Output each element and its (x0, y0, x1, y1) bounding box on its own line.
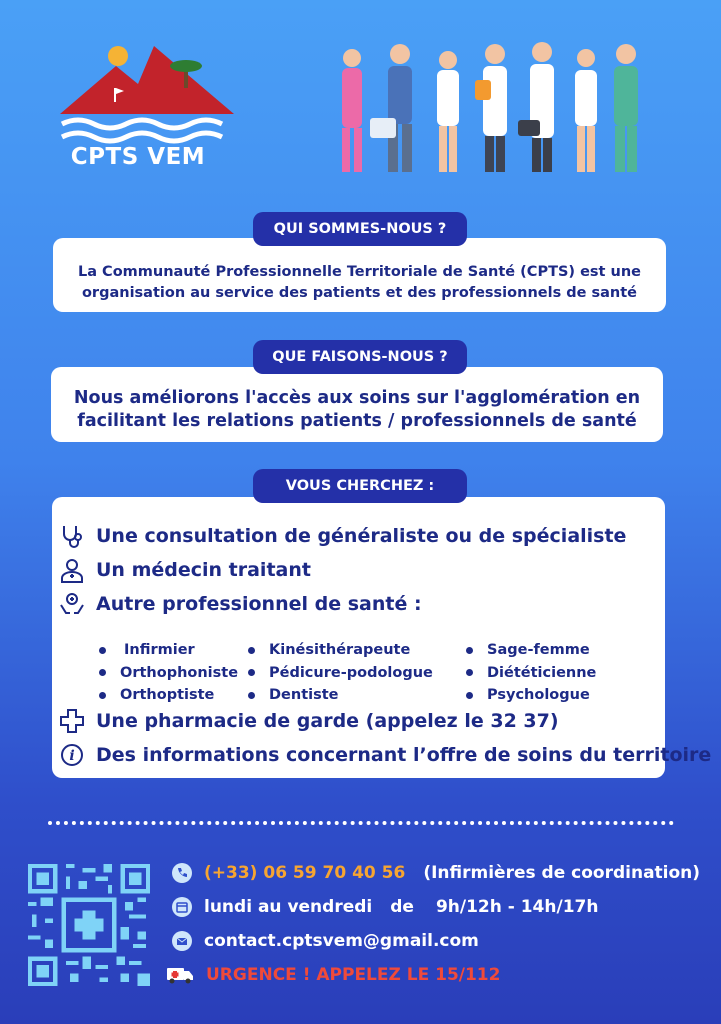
phone-icon (172, 863, 192, 883)
search-item-label: Autre professionnel de santé : (96, 593, 422, 615)
search-item-label: Des informations concernant l’offre de soins du territoire (96, 744, 712, 766)
who-line-2: organisation au service des patients et des professionnels de santé (81, 285, 638, 301)
dotted-divider (48, 821, 674, 825)
search-item-doctor (58, 557, 311, 583)
search-item-pharmacy (58, 708, 559, 734)
bullet-icon (466, 692, 473, 699)
phone-number[interactable]: (+33) 06 59 70 40 56 (204, 863, 406, 883)
list-item: Sage-femme (466, 639, 596, 662)
profession-column-2 (248, 639, 433, 707)
cpts-logo (58, 44, 234, 184)
what-card (51, 367, 663, 442)
profession-column-1 (99, 639, 238, 707)
bullet-icon (99, 647, 106, 654)
search-item-other-professional (58, 591, 422, 617)
what-title: QUE FAISONS-NOUS ? (253, 340, 467, 374)
list-item: Dentiste (248, 684, 433, 707)
bullet-icon (99, 669, 106, 676)
bullet-icon (466, 647, 473, 654)
search-item-info (58, 742, 711, 768)
doctor-icon (58, 557, 86, 583)
list-item: Orthoptiste (99, 684, 238, 707)
phone-note: (Infirmières de coordination) (423, 863, 701, 883)
ambulance-icon (166, 965, 194, 985)
what-line-1: Nous améliorons l'accès aux soins sur l'agglomération en (73, 388, 641, 408)
mountain-logo-graphic (58, 44, 234, 144)
bullet-icon (248, 647, 255, 654)
bullet-icon (248, 669, 255, 676)
list-item: Pédicure-podologue (248, 662, 433, 685)
info-icon (58, 742, 86, 768)
healthcare-staff-illustration (330, 40, 660, 180)
pharmacy-cross-icon (58, 708, 86, 734)
search-item-label: Une consultation de généraliste ou de spécialiste (96, 525, 627, 547)
hours-de: de (390, 897, 414, 917)
hours-time: 9h/12h - 14h/17h (435, 897, 599, 917)
who-line-1: La Communauté Professionnelle Territoriale de Santé (CPTS) est une (77, 264, 641, 280)
email-row (172, 931, 479, 951)
logo-text: CPTS VEM (70, 144, 206, 170)
bullet-icon (248, 692, 255, 699)
svg-text:i: i (69, 748, 75, 764)
urgent-row (166, 965, 500, 985)
email-link[interactable]: contact.cptsvem@gmail.com (204, 931, 479, 951)
search-item-label: Un médecin traitant (96, 559, 311, 581)
mail-icon (172, 931, 192, 951)
list-item: Orthophoniste (99, 662, 238, 685)
hours-days: lundi au vendredi (204, 897, 373, 917)
urgent-text: URGENCE ! APPELEZ LE 15/112 (206, 965, 501, 985)
search-card (52, 497, 712, 778)
search-item-label: Une pharmacie de garde (appelez le 32 37) (96, 710, 559, 732)
stethoscope-icon (58, 523, 86, 549)
what-line-2: facilitant les relations patients / professionnels de santé (77, 411, 637, 431)
qr-code[interactable] (28, 863, 150, 987)
list-item: Infirmier (99, 639, 238, 662)
bullet-icon (99, 692, 106, 699)
profession-column-3 (466, 639, 596, 707)
list-item: Diététicienne (466, 662, 596, 685)
list-item: Psychologue (466, 684, 596, 707)
hours-row (172, 897, 598, 917)
who-title: QUI SOMMES-NOUS ? (253, 212, 467, 246)
search-item-consultation (58, 523, 626, 549)
list-item: Kinésithérapeute (248, 639, 433, 662)
calendar-icon (172, 897, 192, 917)
care-hands-icon (58, 591, 86, 617)
who-card (53, 238, 666, 312)
phone-row (172, 863, 700, 883)
bullet-icon (466, 669, 473, 676)
search-title: VOUS CHERCHEZ : (253, 469, 467, 503)
